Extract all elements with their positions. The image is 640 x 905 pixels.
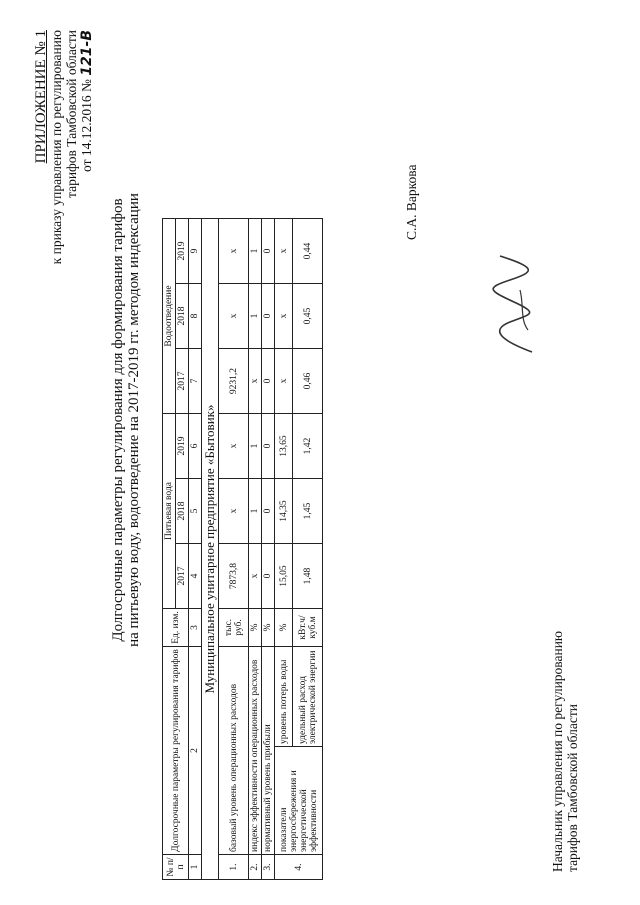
table-row [275,219,293,880]
value-cell: x [219,479,249,544]
handwritten-signature [480,250,555,360]
year-cell: 2018 [176,284,189,349]
value-cell: 1,42 [293,414,323,479]
col-number: 9 [189,219,202,284]
col-number: 7 [189,349,202,414]
row-num: 4. [275,855,323,880]
row-unit: кВт.ч/ куб.м [293,609,323,647]
col-number: 2 [189,647,202,855]
col-number: 4 [189,544,202,609]
document-title [110,160,142,680]
appendix-line-2: тарифов Тамбовской области [64,30,79,198]
value-cell: 0 [262,414,275,479]
value-cell: 13,65 [275,414,293,479]
header-num: № п/п [163,855,189,880]
sub-param: уровень потерь воды [275,647,293,747]
col-number: 5 [189,479,202,544]
value-cell: x [219,284,249,349]
row-unit: тыс. руб. [219,609,249,647]
col-number: 6 [189,414,202,479]
row-unit: % [262,609,275,647]
col-number: 8 [189,284,202,349]
value-cell: 15,05 [275,544,293,609]
value-cell: 1 [249,414,262,479]
year-cell: 2018 [176,479,189,544]
order-number-handwritten: 121-В [79,30,95,76]
value-cell: x [219,219,249,284]
value-cell: 1 [249,479,262,544]
row-unit: % [275,609,293,647]
row-param: нормативный уровень прибыли [262,647,275,855]
value-cell: x [219,414,249,479]
column-numbers-row [189,219,202,880]
row-unit: % [249,609,262,647]
row-param: индекс эффективности операционных расходов [249,647,262,855]
value-cell: 14,35 [275,479,293,544]
value-cell: x [275,219,293,284]
value-cell: x [249,544,262,609]
value-cell: 0 [262,284,275,349]
title-line-2: на питьевую воду, водоотведение на 2017-2019 гг. методом индексации [126,193,142,647]
value-cell: 0,46 [293,349,323,414]
value-cell: 0 [262,479,275,544]
appendix-title: ПРИЛОЖЕНИЕ № 1 [33,30,49,164]
header-unit: Ед. изм. [163,609,189,647]
value-cell: 0,44 [293,219,323,284]
year-cell: 2017 [176,349,189,414]
table-row [262,219,275,880]
value-cell: 1 [249,219,262,284]
value-cell: x [275,284,293,349]
value-cell: x [275,349,293,414]
signature-drawing [480,250,550,360]
value-cell: x [249,349,262,414]
header-water: Питьевая вода [163,414,176,609]
position-line-2: тарифов Тамбовской области [565,704,580,872]
value-cell: 0 [262,544,275,609]
row-num: 1. [219,855,249,880]
value-cell: 7873,8 [219,544,249,609]
header-param: Долгосрочные параметры регулирования тарифов [163,647,189,855]
year-cell: 2017 [176,544,189,609]
organization-name: Муниципальное унитарное предприятие «Бытовик» [202,219,219,880]
col-number: 1 [189,855,202,880]
row-param: базовый уровень операционных расходов [219,647,249,855]
value-cell: 0 [262,219,275,284]
parameters-table [162,218,323,880]
table-row [219,219,249,880]
appendix-header [34,30,95,460]
value-cell: 1 [249,284,262,349]
sub-param: удельный расход электрической энергии [293,647,323,747]
appendix-line-1: к приказу управления по регулированию [49,30,64,265]
value-cell: 9231,2 [219,349,249,414]
row-param: показатели энергосбережения и энергетической эффективности [275,747,323,855]
value-cell: 0,45 [293,284,323,349]
org-row [202,219,219,880]
value-cell: 1,48 [293,544,323,609]
row-num: 2. [249,855,262,880]
signatory-position [550,572,580,872]
row-num: 3. [262,855,275,880]
value-cell: 1,45 [293,479,323,544]
header-sewer: Водоотведение [163,219,176,414]
year-cell: 2019 [176,219,189,284]
header-row-1 [163,219,176,880]
appendix-line-3 [79,30,95,460]
signatory-name: С.А. Варкова [404,164,419,240]
document-page [20,20,620,880]
value-cell: 0 [262,349,275,414]
table-row [249,219,262,880]
title-line-1: Долгосрочные параметры регулирования для формирования тарифов [110,198,126,642]
col-number: 3 [189,609,202,647]
year-cell: 2019 [176,414,189,479]
position-line-1: Начальник управления по регулированию [550,630,565,872]
appendix-date: от 14.12.2016 № [79,79,94,172]
